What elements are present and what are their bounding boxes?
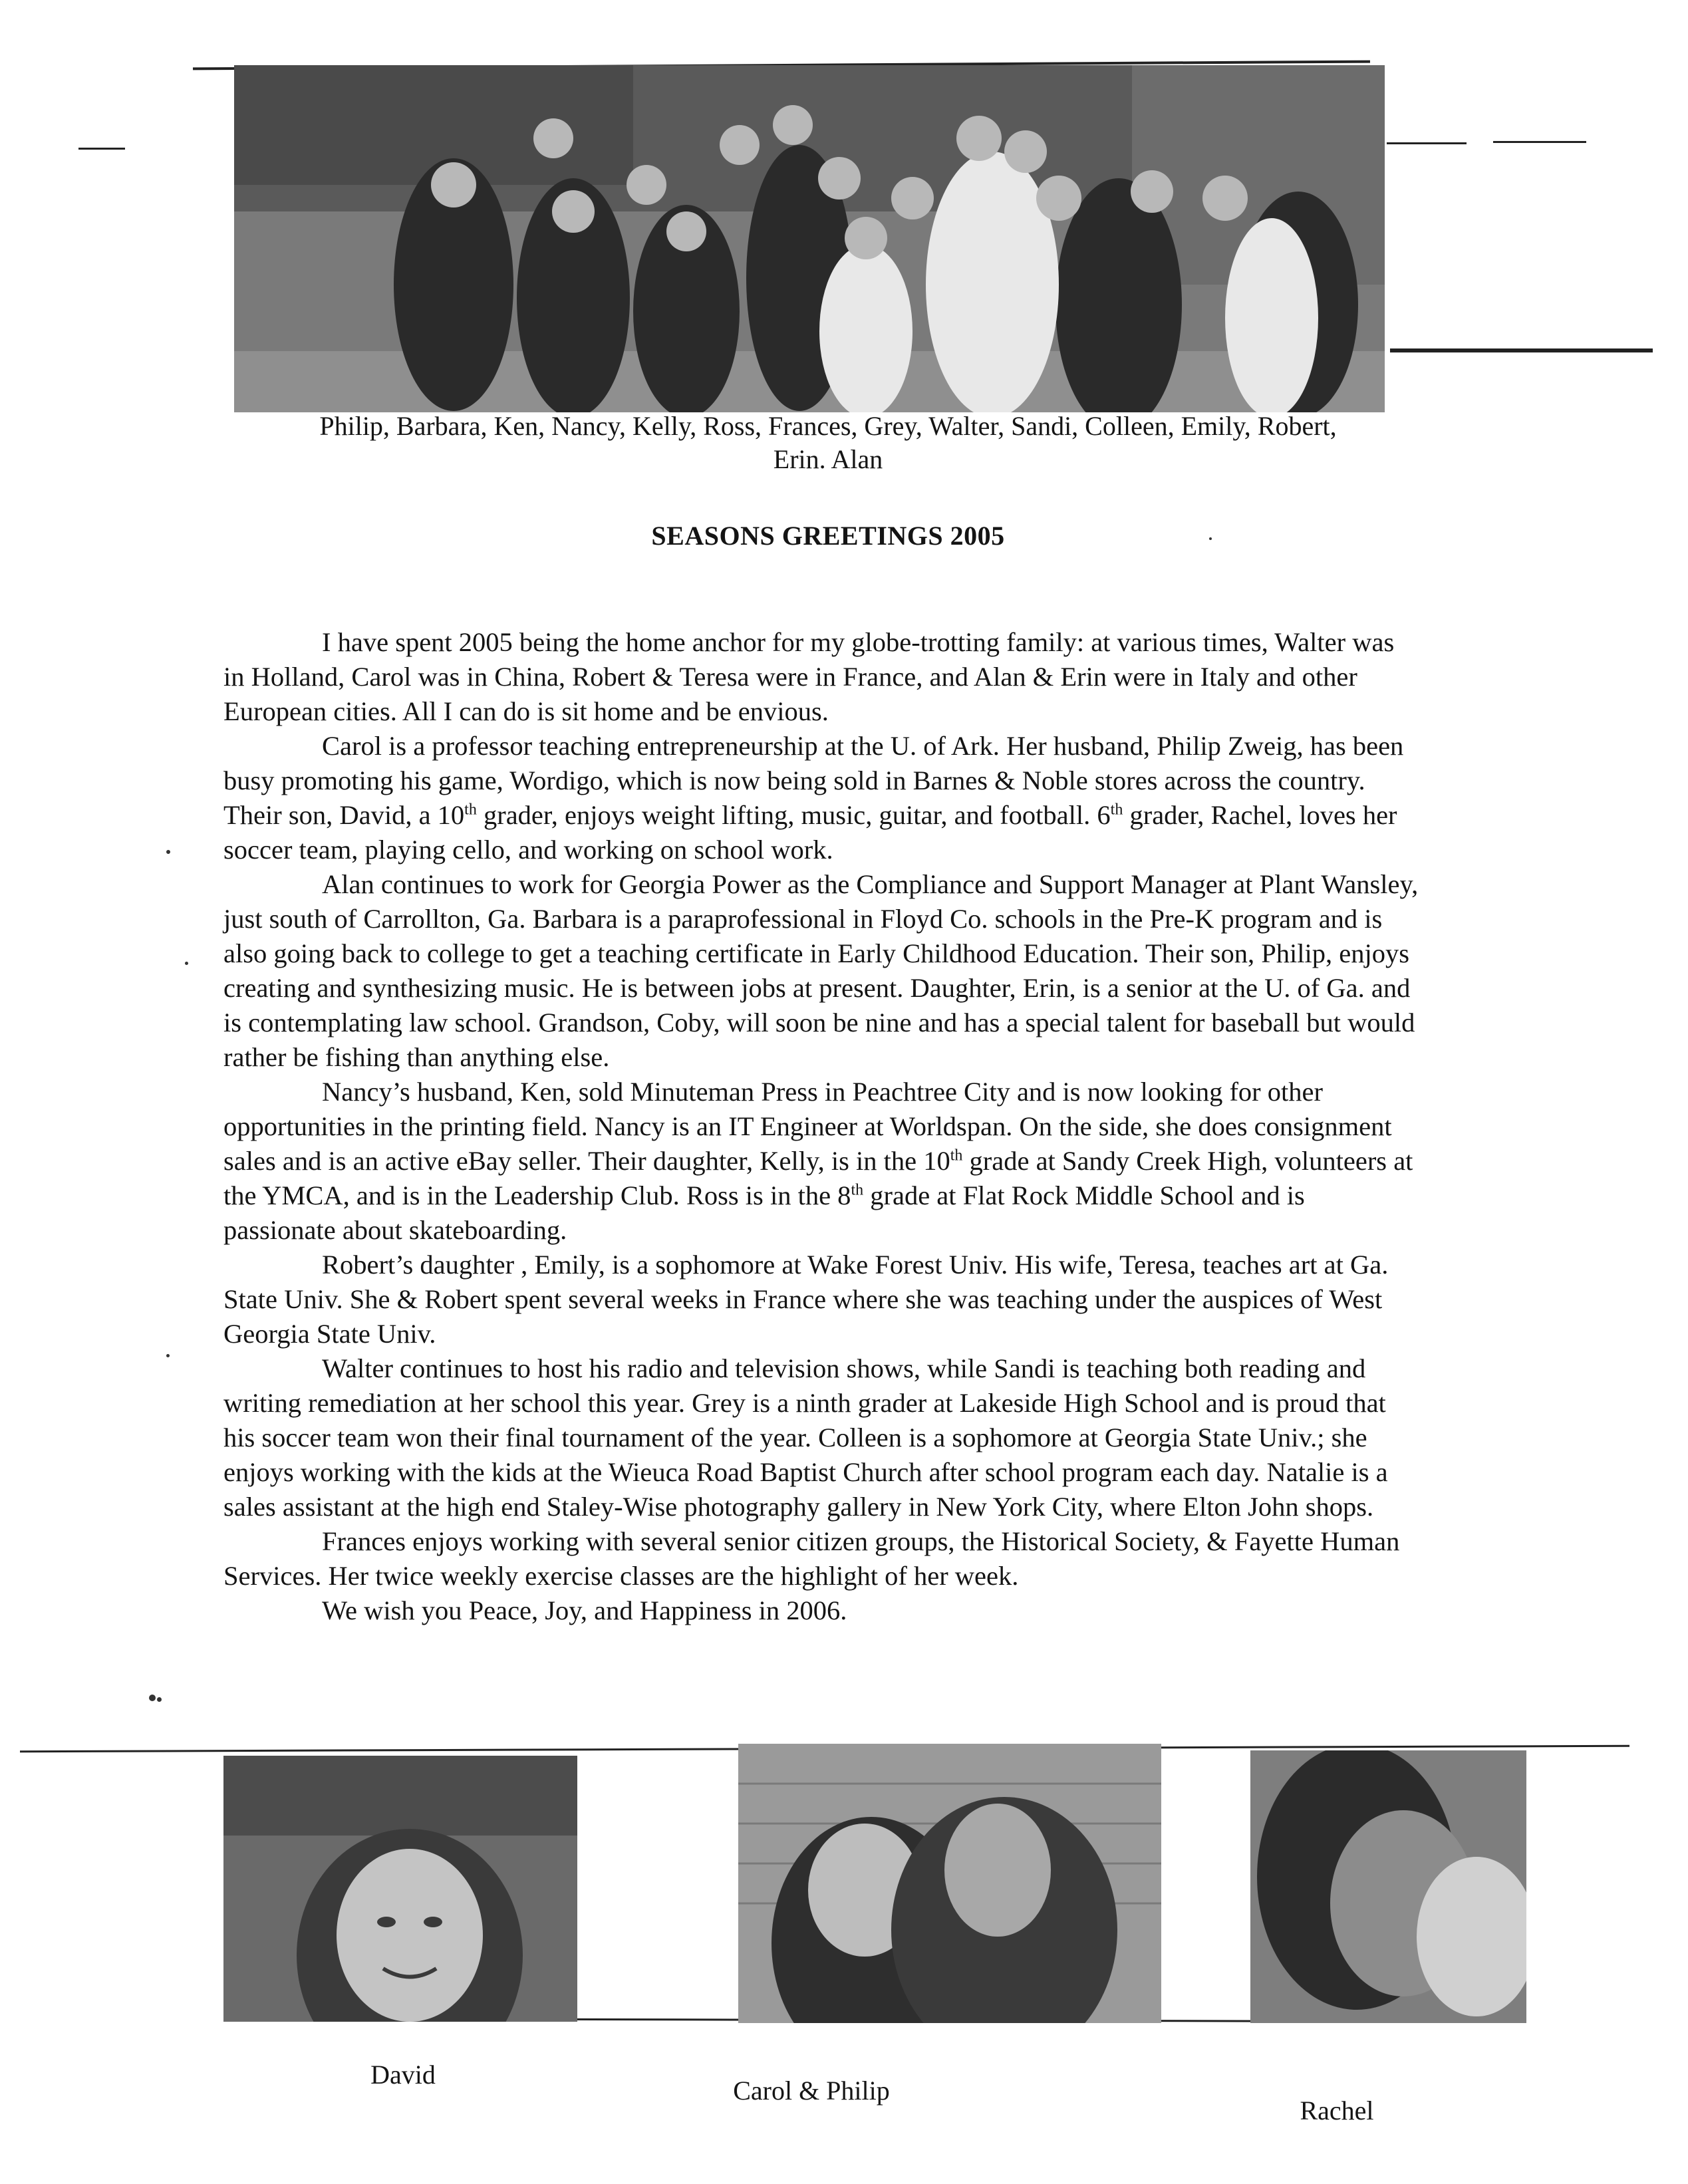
ordinal-suffix: th	[464, 801, 477, 819]
paragraph-text: grade at Sandy Creek High, volunteers at the YMCA, and is in the Leadership Club. Ross is in the 8	[223, 1146, 1413, 1210]
paragraph-alan	[223, 867, 1421, 1075]
david-photo	[223, 1756, 577, 2022]
paragraph-text: grader, Rachel, loves her soccer team, playing cello, and working on school work.	[223, 800, 1397, 865]
letter-body	[223, 625, 1421, 1628]
paragraph-text: Nancy’s husband, Ken, sold Minuteman Press in Peachtree City and is now looking for other opportunities in the printing field. Nancy is an IT Engineer at Worldspan. On the side, she does consignment sales and is an active eBay seller. Their daughter, Kelly, is in the 10	[223, 1077, 1392, 1176]
paragraph-nancy	[223, 1075, 1421, 1248]
paragraph-text: Frances enjoys working with several senior citizen groups, the Historical Society, & Fayette Human Services. Her twice weekly exercise classes are the highlight of her week.	[223, 1526, 1400, 1591]
carol-philip-label: Carol & Philip	[733, 2076, 890, 2106]
scan-speck	[149, 1695, 156, 1701]
paragraph-frances	[223, 1524, 1421, 1593]
letter-title: SEASONS GREETINGS 2005	[651, 521, 1005, 551]
paragraph-text: Walter continues to host his radio and television shows, while Sandi is teaching both reading and writing remediation at her school this year. Grey is a ninth grader at Lakeside High School and is proud that his soccer team won their final tournament of the year. Colleen is a sophomore at Georgia State Univ.; she enjoys working with the kids at the Wieuca Road Baptist Church after school program each day. Natalie is a sales assistant at the high end Staley-Wise photography gallery in New York City, where Elton John shops.	[223, 1353, 1388, 1522]
scan-speck	[166, 1354, 170, 1357]
scan-speck	[166, 850, 170, 854]
group-photo	[234, 65, 1385, 412]
paragraph-carol	[223, 729, 1421, 867]
paragraph-text: grade at Flat Rock Middle School and is passionate about skateboarding.	[223, 1180, 1305, 1245]
paragraph-text: Robert’s daughter , Emily, is a sophomore at Wake Forest Univ. His wife, Teresa, teaches art at Ga. State Univ. She & Robert spent several weeks in France where she was teaching under the auspices of West Georgia State Univ.	[223, 1250, 1389, 1349]
paragraph-walter	[223, 1351, 1421, 1524]
rachel-photo	[1250, 1750, 1526, 2023]
paragraph-text: Alan continues to work for Georgia Power as the Compliance and Support Manager at Plant Wansley, just south of Carrollton, Ga. Barbara is a paraprofessional in Floyd Co. schools in the Pre-K program and is also going back to college to get a teaching certificate in Early Childhood Education. Their son, Philip, enjoys creating and synthesizing music. He is between jobs at present. Daughter, Erin, is a senior at the U. of Ga. and is contemplating law school. Grandson, Coby, will soon be nine and has a special talent for baseball but would rather be fishing than anything else.	[223, 869, 1419, 1072]
paragraph-text: We wish you Peace, Joy, and Happiness in 2006.	[322, 1595, 847, 1625]
paragraph-text: Carol is a professor teaching entrepreneurship at the U. of Ark. Her husband, Philip Zweig, has been busy promoting his game, Wordigo, which is now being sold in Barnes & Noble stores across the country. Their son, David, a 10	[223, 731, 1404, 830]
paragraph-text: grader, enjoys weight lifting, music, guitar, and football. 6	[476, 800, 1111, 830]
scan-right-dash-2	[1493, 141, 1586, 143]
scan-speck	[185, 962, 188, 965]
scan-speck	[157, 1697, 162, 1702]
scan-right-rule	[1390, 348, 1653, 352]
david-label: David	[370, 2060, 436, 2090]
carol-philip-photo	[738, 1744, 1161, 2023]
caption-line-2: Erin. Alan	[773, 444, 883, 474]
ordinal-suffix: th	[1110, 801, 1123, 819]
scan-right-dash-1	[1387, 142, 1467, 144]
paragraph-robert	[223, 1248, 1421, 1351]
paragraph-intro	[223, 625, 1421, 729]
scan-left-dash	[78, 148, 125, 150]
ordinal-suffix: th	[950, 1147, 963, 1164]
paragraph-closing	[223, 1593, 1421, 1628]
ordinal-suffix: th	[851, 1181, 864, 1199]
rachel-label: Rachel	[1300, 2096, 1374, 2125]
caption-line-1: Philip, Barbara, Ken, Nancy, Kelly, Ross, Frances, Grey, Walter, Sandi, Colleen, Emily, Robert,	[319, 411, 1337, 441]
paragraph-text: I have spent 2005 being the home anchor for my globe-trotting family: at various times, Walter was in Holland, Carol was in China, Robert & Teresa were in France, and Alan & Erin were in Italy and other European cities. All I can do is sit home and be envious.	[223, 627, 1395, 726]
group-photo-caption	[219, 410, 1437, 476]
